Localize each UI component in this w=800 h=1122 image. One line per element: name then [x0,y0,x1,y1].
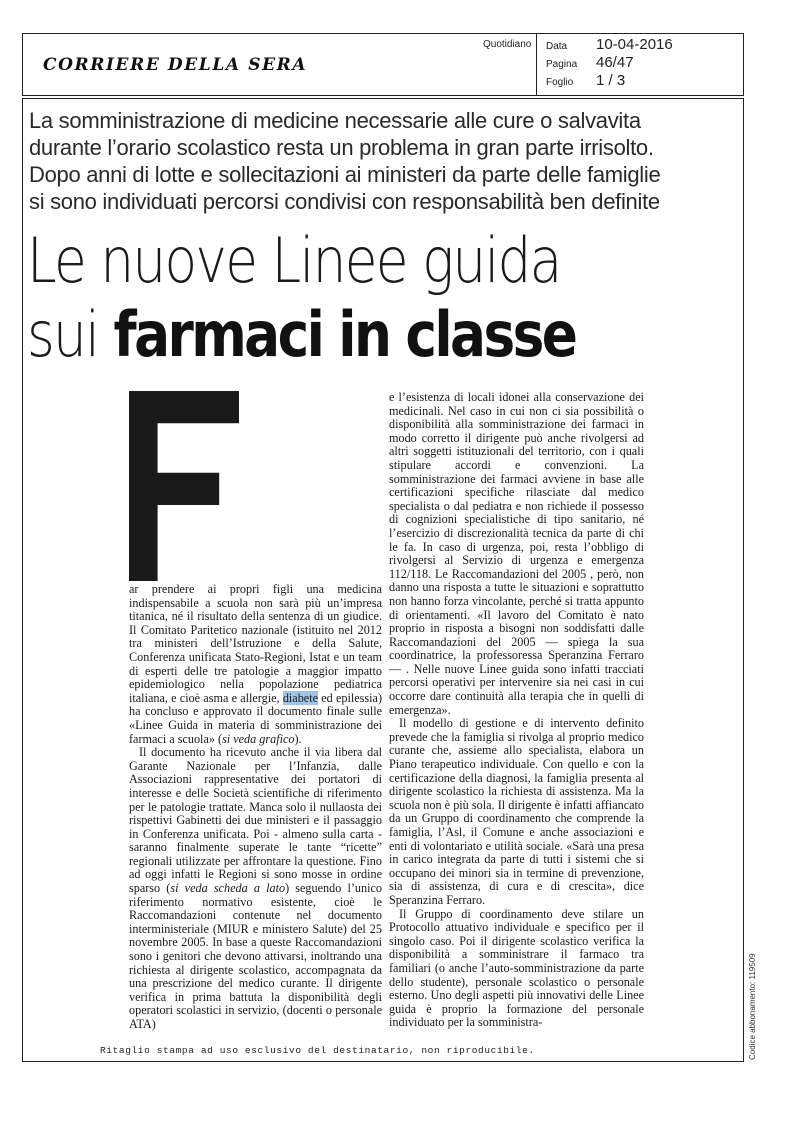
meta-value-date: 10-04-2016 [596,36,673,53]
paragraph [129,746,382,1031]
headline-line-2 [27,299,575,371]
meta-row-page [546,54,736,72]
subhead-line: La somministrazione di medicine necessarie alle cure o salvavita [29,108,641,133]
meta-label: Data [546,41,568,52]
publication-type: Quotidiano [483,39,532,50]
clipping-header [22,33,744,96]
drop-cap-letter-f [129,391,239,581]
subhead-line: Dopo anni di lotte e sollecitazioni ai ministeri da parte delle famiglie [29,162,661,187]
subhead-line: durante l’orario scolastico resta un problema in gran parte irrisolto. [29,135,654,160]
meta-label: Pagina [546,59,578,70]
newspaper-masthead: CORRIERE DELLA SERA [43,55,308,75]
headline-bold-part: farmaci in classe [113,298,576,371]
subhead-line: si sono individuati percorsi condivisi con responsabilità ben definite [29,189,660,214]
paragraph: Il modello di gestione e di intervento definito prevede che la famiglia si rivolga al proprio medico curante che, assieme allo specialista, elabora un Piano terapeutico individuale. Con quello e con la certificazione della diagnosi, la famiglia presenta al dirigente scolastico la richiesta di assistenza. Ma la scuola non è più sola. Il dirigente è infatti affiancato da un Gruppo di coordinamento che comprende la famiglia, l’Asl, il Comune e anche associazioni e enti di volontariato e utilità sociale. «Sarà una presa in carico integrata da parte di tutti i sistemi che si occupano dei minori sia in termine di prevenzione, sia di assistenza, di cura e di crescita», dice Speranzina Ferraro. [389,716,644,907]
subscription-code: Codice abbonamento: 119509 [748,953,757,1060]
paragraph: e l’esistenza di locali idonei alla conservazione dei medicinali. Nel caso in cui non ci sia possibilità o disponibilità alla somministrazione dei farmaci in modo corretto il dirigente può anche rivolgersi ad altri soggetti istituzionali del territorio, con i quali stipulare accordi e convenzioni. La somministrazione dei farmaci avviene in base alle certificazioni specifiche rilasciate dal medico specialista o dal pediatra e non richiede il possesso di cognizioni specialistiche di tipo sanitario, né l’esercizio di discrezionalità tecnica da parte di chi le fa. In caso di urgenza, poi, resta l’obbligo di rivolgersi al Servizio di urgenza e emergenza 112/118. Le Raccomandazioni del 2005 , però, non danno una risposta a tutte le situazioni e soprattutto non hanno forza vincolante, perché si tratta appunto di orientamenti. «Il lavoro del Comitato è nato proprio in risposta a bisogni non soddisfatti dalle Raccomandazioni del 2005 — spiega la sua coordinatrice, la professoressa Speranzina Ferraro — . Nelle nuove Linee guida sono infatti tracciati percorsi operativi per intervenire sia nei casi in cui occorre dare continuità alla terapia che in quelli di emergenza». [389,390,644,717]
clipping-meta [536,34,744,95]
article-body [22,98,744,1062]
reproduction-notice: Ritaglio stampa ad uso esclusivo del destinatario, non riproducibile. [100,1045,535,1056]
meta-label: Foglio [546,77,574,88]
italic-ref: si veda grafico [222,731,295,746]
text-run: ed epilessia) ha concluso e approvato il documento finale sulle «Linee Guida in materia di somministrazione dei farmaci a scuola» ( [129,690,383,746]
article-column-2 [389,391,644,1030]
meta-value-page: 46/47 [596,54,634,71]
text-run: ar prendere ai propri figli una medicina indispensabile a scuola non sarà più un’impresa titanica, né il risultato della sentenza di un giudice. Il Comitato Paritetico nazionale (istituito nel 2012 tra ministeri dell’Istruzione e della Salute, Conferenza unificata Stato-Regioni, Istat e un team di esperti delle tre patologie a maggior impatto epidemiologico nella popolazione pediatrica italiana, e cioè asma e allergie, [129,582,382,705]
text-run: ). [294,731,302,746]
italic-ref: si veda scheda a lato [170,881,286,896]
highlighted-word: diabete [282,690,319,705]
paragraph [129,583,382,746]
meta-row-date [546,36,736,54]
article-column-1 [129,583,382,1032]
headline-line-1: Le nuove Linee guida [27,224,561,297]
text-run: ) seguendo l’unico riferimento normativo esistente, cioè le Raccomandazioni contenute nel documento interministeriale (MIUR e ministero Salute) del 25 novembre 2005. In base a queste Raccomandazioni sono i genitori che devono attivarsi, inoltrando una richiesta al dirigente scolastico, accompagnata da una prescrizione del medico curante. Il dirigente verifica in prima battuta la disponibilità degli operatori scolastici in servizio, (docenti o personale ATA) [129,881,382,1031]
headline-light-part: sui [27,298,114,371]
text-run: Il documento ha ricevuto anche il via libera dal Garante Nazionale per l’Infanzia, dalle Associazioni rappresentative dei portatori di interesse e delle Società scientifiche di riferimento per le patologie trattate. Manca solo il nullaosta dei rispettivi Gabinetti dei due ministeri e il passaggio in Conferenza unificata. Poi - almeno sulla carta - saranno finalmente superate le tante “ricette” regionali utilizzate per affrontare la questione. Fino ad oggi infatti le Regioni si sono mosse in ordine sparso ( [129,745,382,896]
meta-row-sheet [546,72,736,90]
article-subhead [29,107,739,215]
paragraph: Il Gruppo di coordinamento deve stilare un Protocollo attuativo individuale e specifico per il singolo caso. Poi il dirigente scolastico verifica la disponibilità a somministrare il farmaco tra familiari (o anche l’auto-somministrazione da parte dello studente), personale scolastico o personale esterno. Uno degli aspetti più innovativi delle Linee guida è proprio la formazione del personale individuato per la somministra- [389,906,644,1030]
meta-value-sheet: 1 / 3 [596,72,626,89]
